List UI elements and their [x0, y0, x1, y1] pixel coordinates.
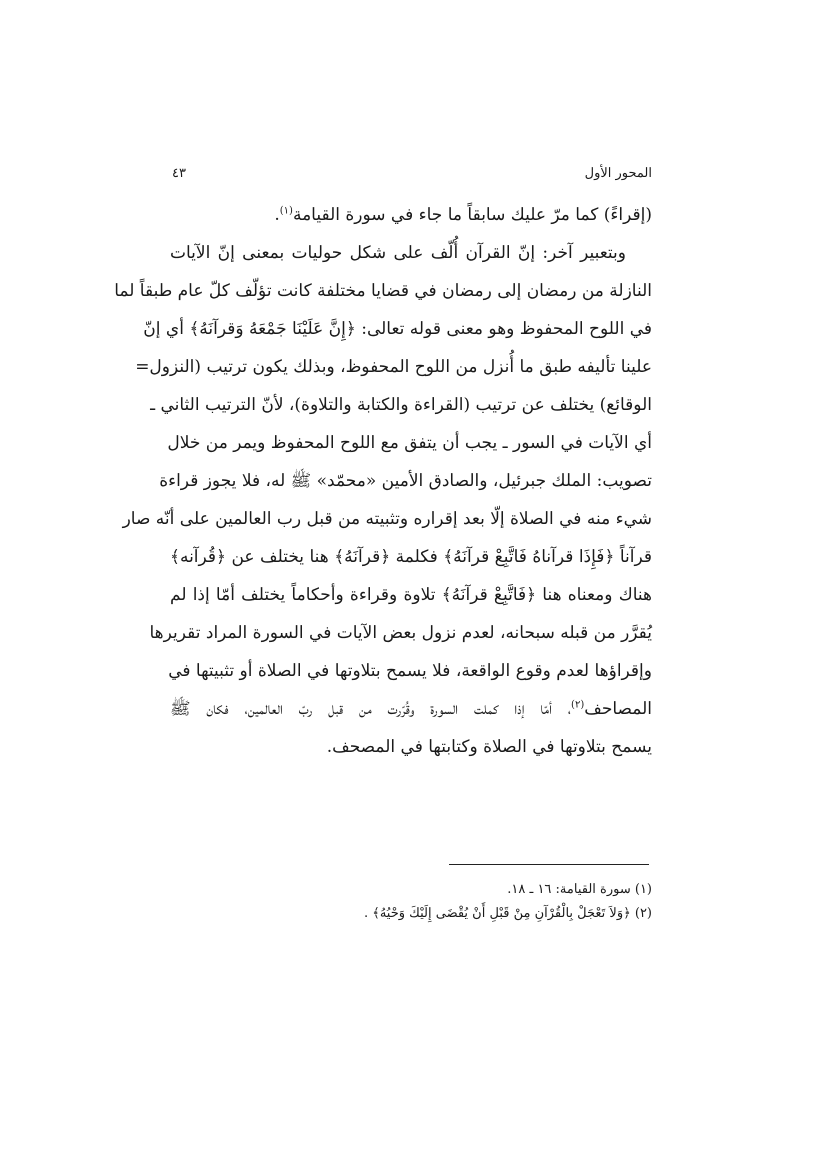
footnote-ref[interactable]: (٢): [571, 699, 585, 711]
footnote: (١) سورة القيامة: ١٦ ـ ١٨.: [507, 882, 652, 897]
text-line: قرآناً ﴿فَإِذَا قرآناهُ فَاتَّبِعْ قرآنَهُ﴾ فكلمة ﴿قرآنَهُ﴾ هنا يختلف عن ﴿قُرآنه﴾: [170, 547, 652, 567]
text-line: هناك ومعناه هنا ﴿فَاتَّبِعْ قرآنَهُ﴾ تلاوة وقراءة وأحكاماً يختلف أمّا إذا لم: [170, 585, 652, 605]
body-text: [114, 196, 652, 766]
text-line: النازلة من رمضان إلى رمضان في قضايا مختلفة كانت تؤلّف كلّ عام طبقاً لما: [114, 281, 652, 301]
text-line: (إقراءً) كما مرّ عليك سابقاً ما جاء في سورة القيامة$^{(١)}$.: [274, 205, 652, 225]
text-line: الوقائع) يختلف عن ترتيب (القراءة والكتابة والتلاوة)، لأنّ الترتيب الثاني ـ: [150, 395, 652, 415]
text-line: أي الآيات في السور ـ يجب أن يتفق مع اللوح المحفوظ ويمر من خلال: [167, 433, 652, 453]
text-line: يسمح بتلاوتها في الصلاة وكتابتها في المصحف.: [326, 737, 652, 757]
text-line: يُقرَّر من قبله سبحانه، لعدم نزول بعض الآيات في السورة المراد تقريرها: [149, 623, 652, 643]
footnote-ref[interactable]: (١): [279, 205, 293, 217]
text-line: المصاحف$^{(٢)}$، أمّا إذا كملت السورة وقُرّرت من قبل ربّ العالمين، فكان ﷺ: [170, 699, 652, 719]
text-line: علينا تأليفه طبق ما أُنزل من اللوح المحفوظ، وبذلك يكون ترتيب (النزول=: [135, 357, 652, 377]
running-title: المحور الأول: [584, 166, 652, 181]
footnotes: [170, 878, 652, 926]
running-head: [172, 166, 652, 188]
text-line: في اللوح المحفوظ وهو معنى قوله تعالى: ﴿إِنَّ عَلَيْنَا جَمْعَهُ وَقرآنَهُ﴾ أي إنّ: [143, 319, 652, 339]
text-line: تصويب: الملك جبرئيل، والصادق الأمين «محمّد» ﷺ له، فلا يجوز قراءة: [159, 471, 652, 491]
text-line: شيء منه في الصلاة إلّا بعد إقراره وتثبيته من قبل رب العالمين على أنّه صار: [122, 509, 652, 529]
text-line: وإقراؤها لعدم وقوع الواقعة، فلا يسمح بتلاوتها في الصلاة أو تثبيتها في: [168, 661, 652, 681]
footnote-separator: [449, 864, 649, 865]
text-line: وبتعبير آخر: إنّ القرآن أُلّف على شكل حوليات بمعنى إنّ الآيات: [170, 243, 626, 263]
footnote: (٢) ﴿وَلاَ تَعْجَلْ بِالْقُرْآنِ مِنْ قَبْلِ أَنْ يُقْضَى إِلَيْكَ وَحْيُهُ﴾ .: [363, 906, 652, 921]
page-number: ٤٣: [172, 166, 186, 181]
